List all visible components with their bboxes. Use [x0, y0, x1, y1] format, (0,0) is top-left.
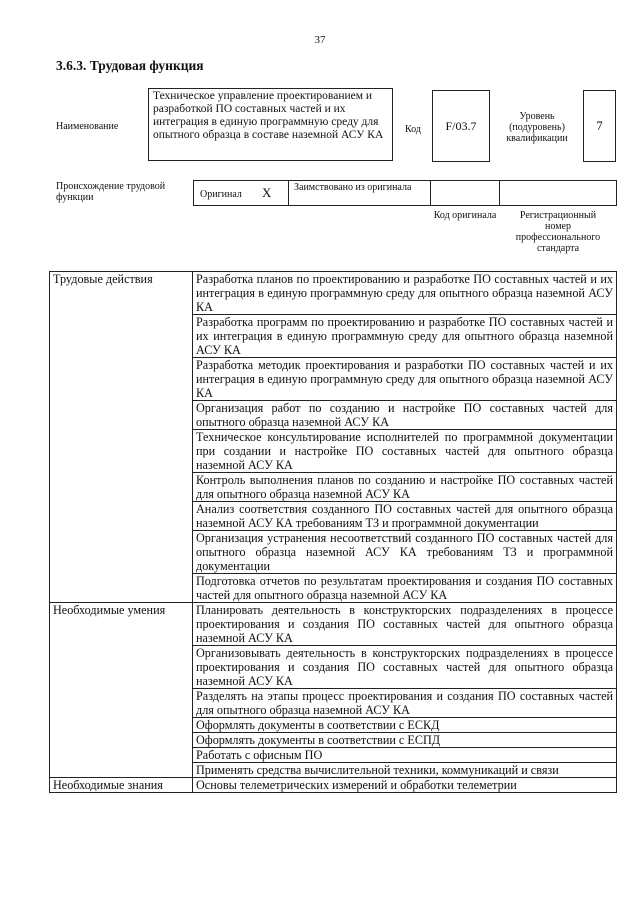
skill-row: [50, 748, 617, 763]
origin-label: Происхождение трудовой функции: [56, 181, 166, 203]
skill-category-cell: [50, 733, 193, 748]
labor-action-item: Подготовка отчетов по результатам проектирования и создания ПО составных частей для опытного образца наземной АСУ КА: [193, 574, 617, 603]
labor-action-category-label: Трудовые действия: [50, 272, 193, 315]
labor-action-category-cell: [50, 430, 193, 473]
labor-action-category-cell: [50, 502, 193, 531]
labor-action-category-cell: [50, 358, 193, 401]
page-number: 37: [314, 34, 326, 46]
registration-number-caption: Регистрационный номер профессионального стандарта: [515, 210, 601, 254]
labor-action-category-cell: [50, 531, 193, 574]
labor-action-category-cell: [50, 574, 193, 603]
qualification-level-box: 7: [583, 90, 616, 162]
labor-action-item: Организация устранения несоответствий созданного ПО составных частей для опытного образца наземной АСУ КА требованиям ТЗ и программной документации: [193, 531, 617, 574]
skill-item: Работать с офисным ПО: [193, 748, 617, 763]
code-original-caption: Код оригинала: [433, 210, 497, 221]
labor-action-category-cell: [50, 473, 193, 502]
labor-action-row: [50, 473, 617, 502]
skill-category-cell: [50, 646, 193, 689]
original-cell: [194, 181, 289, 205]
labor-action-item: Контроль выполнения планов по созданию и настройке ПО составных частей для опытного образца наземной АСУ КА: [193, 473, 617, 502]
skill-category-cell: [50, 718, 193, 733]
original-mark: X: [262, 185, 272, 200]
function-details-table: [49, 271, 617, 793]
labor-action-row: [50, 315, 617, 358]
skill-row: [50, 603, 617, 646]
knowledge-row: [50, 778, 617, 793]
labor-action-item: Организация работ по созданию и настройке ПО составных частей для опытного образца наземной АСУ КА: [193, 401, 617, 430]
borrowed-label: Заимствовано из оригинала: [294, 182, 412, 193]
labor-action-item: Разработка программ по проектированию и разработке ПО составных частей и их интеграция в единую программную среду для опытного образца наземной АСУ КА: [193, 315, 617, 358]
original-label: Оригинал: [200, 189, 242, 200]
labor-action-row: [50, 401, 617, 430]
skill-item: Оформлять документы в соответствии с ЕСКД: [193, 718, 617, 733]
skill-category-cell: [50, 689, 193, 718]
section-title: 3.6.3. Трудовая функция: [56, 58, 204, 73]
name-label: Наименование: [56, 121, 119, 132]
skill-category-label: Необходимые умения: [50, 603, 193, 646]
skill-category-cell: [50, 763, 193, 778]
code-label: Код: [405, 124, 421, 135]
origin-divider: [430, 181, 431, 205]
origin-divider: [499, 181, 500, 205]
origin-table: [193, 180, 617, 206]
skill-row: [50, 646, 617, 689]
skill-item: Планировать деятельность в конструкторских подразделениях в процессе проектирования и создания ПО составных частей для опытного образца наземной АСУ КА: [193, 603, 617, 646]
knowledge-category-label: Необходимые знания: [50, 778, 193, 793]
labor-action-row: [50, 574, 617, 603]
labor-action-row: [50, 272, 617, 315]
labor-action-row: [50, 502, 617, 531]
labor-action-category-cell: [50, 315, 193, 358]
skill-row: [50, 689, 617, 718]
labor-action-item: Разработка планов по проектированию и разработке ПО составных частей и их интеграция в единую программную среду для опытного образца наземной АСУ КА: [193, 272, 617, 315]
skill-category-cell: [50, 748, 193, 763]
qualification-level-label: Уровень (подуровень) квалификации: [506, 111, 568, 144]
skill-item: Организовывать деятельность в конструкторских подразделениях в процессе проектирования и создания ПО составных частей для опытного образца наземной АСУ КА: [193, 646, 617, 689]
labor-action-item: Техническое консультирование исполнителей по программной документации при создании и настройке ПО составных частей для опытного образца наземной АСУ КА: [193, 430, 617, 473]
labor-action-row: [50, 430, 617, 473]
skill-item: Оформлять документы в соответствии с ЕСПД: [193, 733, 617, 748]
skill-item: Разделять на этапы процесс проектирования и создания ПО составных частей для опытного образца наземной АСУ КА: [193, 689, 617, 718]
labor-action-row: [50, 531, 617, 574]
skill-row: [50, 718, 617, 733]
function-name-box: Техническое управление проектированием и разработкой ПО составных частей и их интеграция в единую программную среду для опытного образца в составе наземной АСУ КА: [148, 88, 393, 161]
skill-row: [50, 733, 617, 748]
labor-action-item: Разработка методик проектирования и разработки ПО составных частей и их интеграция в единую программную среду для опытного образца наземной АСУ КА: [193, 358, 617, 401]
knowledge-item: Основы телеметрических измерений и обработки телеметрии: [193, 778, 617, 793]
labor-action-category-cell: [50, 401, 193, 430]
skill-item: Применять средства вычислительной техники, коммуникаций и связи: [193, 763, 617, 778]
labor-action-row: [50, 358, 617, 401]
function-code-box: F/03.7: [432, 90, 490, 162]
labor-action-item: Анализ соответствия созданного ПО составных частей для опытного образца наземной АСУ КА требованиям ТЗ и программной документации: [193, 502, 617, 531]
skill-row: [50, 763, 617, 778]
